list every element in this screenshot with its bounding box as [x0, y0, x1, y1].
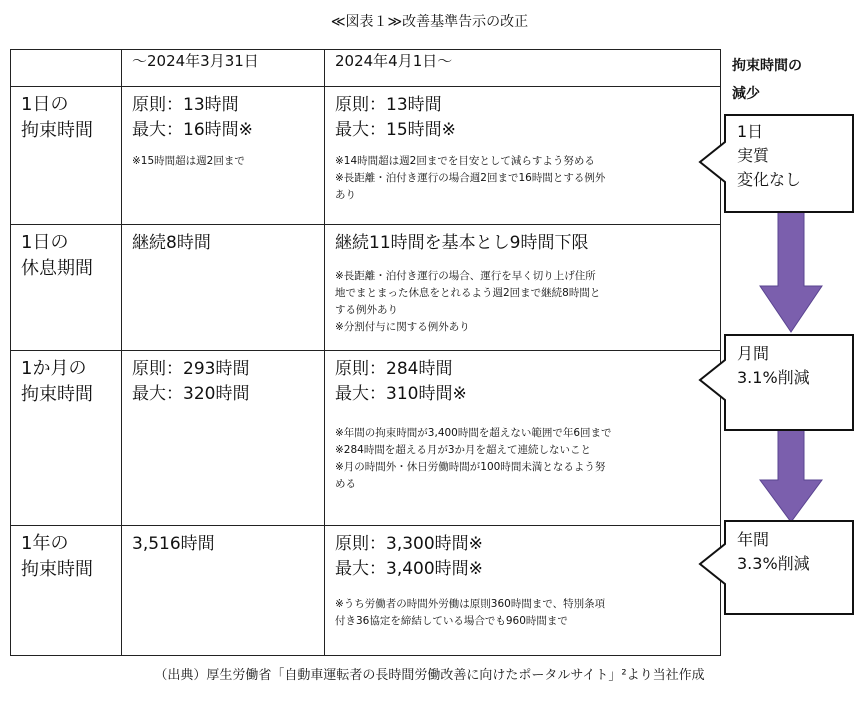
- table-row: [11, 526, 721, 656]
- after-cell: 原則：13時間 最大：15時間※ ※14時間超は週2回までを目安として減らすよう努める ※長距離・泊付き運行の場合週2回まで16時間とする例外 あり: [325, 87, 721, 225]
- callout-line: 変化なし: [737, 170, 802, 189]
- comparison-table: [10, 49, 721, 656]
- row-label: 1日の 休息期間: [11, 225, 122, 351]
- callout-line: 月間: [737, 344, 770, 363]
- header-cell-after: 2024年4月1日～: [325, 50, 721, 87]
- down-arrow-icon: [758, 428, 824, 524]
- callout-daily: [697, 114, 857, 214]
- row-label: 1日の 拘束時間: [11, 87, 122, 225]
- after-cell: 原則：284時間 最大：310時間※ ※年間の拘束時間が3,400時間を超えない範囲で年6回まで ※284時間を超える月が3か月を超えて連続しないこと ※月の時間外・休日労働時間が100時間未満となるよう努 める: [325, 351, 721, 526]
- callout-line: 3.3%削減: [737, 554, 810, 573]
- figure-title: ≪図表１≫改善基準告示の改正: [330, 14, 529, 30]
- after-cell: 継続11時間を基本とし9時間下限 ※長距離・泊付き運行の場合、運行を早く切り上げ住所 地でまとまった休息をとれるよう週2回まで継続8時間と する例外あり ※分割付与に関する例外あり: [325, 225, 721, 351]
- after-cell: 原則：3,300時間※ 最大：3,400時間※ ※うち労働者の時間外労働は原則360時間まで、特別条項 付き36協定を締結している場合でも960時間まで: [325, 526, 721, 656]
- table-row: [11, 225, 721, 351]
- header-cell-empty: [11, 50, 122, 87]
- down-arrow-icon: [758, 206, 824, 334]
- table-row: [11, 87, 721, 225]
- callout-yearly: [697, 520, 857, 616]
- callout-line: 3.1%削減: [737, 368, 810, 387]
- callout-monthly: [697, 334, 857, 432]
- before-cell: 継続8時間: [122, 225, 325, 351]
- callout-line: 1日: [737, 122, 764, 141]
- callout-line: 年間: [737, 530, 770, 549]
- before-cell: 原則：293時間 最大：320時間: [122, 351, 325, 526]
- before-cell: 原則：13時間 最大：16時間※ ※15時間超は週2回まで: [122, 87, 325, 225]
- row-label: 1か月の 拘束時間: [11, 351, 122, 526]
- table-row: [11, 351, 721, 526]
- side-label: 拘束時間の 減少: [732, 58, 802, 102]
- before-cell: 3,516時間: [122, 526, 325, 656]
- table-header-row: [11, 50, 721, 87]
- row-label: 1年の 拘束時間: [11, 526, 122, 656]
- source-note: （出典）厚生労働省「自動車運転者の長時間労働改善に向けたポータルサイト」²より当社作成: [154, 668, 705, 683]
- header-cell-before: ～2024年3月31日: [122, 50, 325, 87]
- callout-line: 実質: [737, 146, 770, 165]
